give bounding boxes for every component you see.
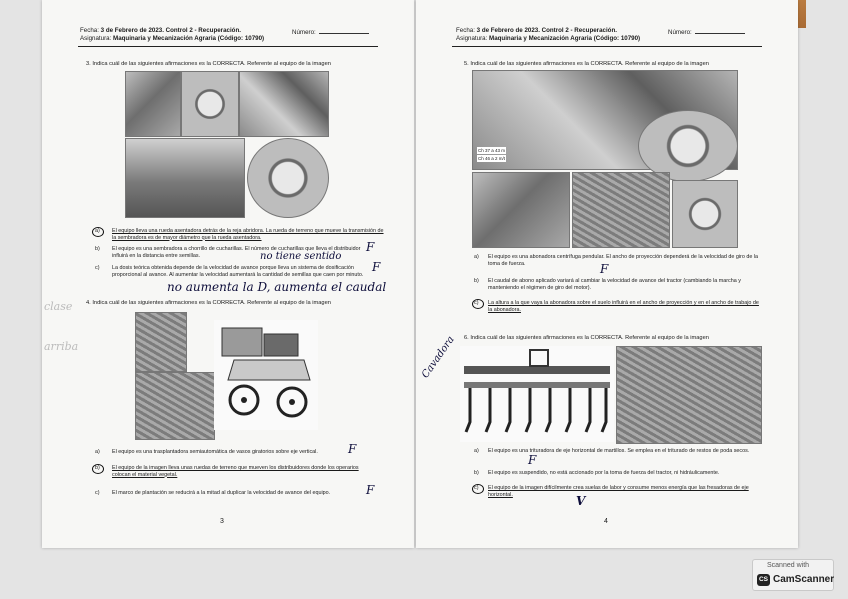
asignatura-value: Maquinaria y Mecanización Agraria (Código: 10790) (113, 35, 265, 43)
spreader-sign-1: Ch 37 a 43 m (478, 148, 506, 153)
fecha-value: 3 de Febrero de 2023. Control 2 - Recuperación. (476, 27, 617, 34)
question-4-title: 4. Indica cuál de las siguientes afirmaciones es la CORRECTA. Referente al equipo de la imagen (86, 300, 331, 306)
handwritten-mark-q3b: F (366, 240, 375, 254)
seeder-photo-3 (239, 71, 329, 137)
handwritten-mark-q5a: F (600, 262, 609, 276)
fecha-label: Fecha: (456, 27, 475, 34)
numero-field: Número: (668, 29, 745, 36)
transplanter-photo-2 (135, 372, 215, 440)
exam-header (80, 27, 264, 43)
distributor-disc-photo (247, 138, 329, 218)
camscanner-logo-icon: CS (757, 574, 770, 586)
cultivator-field-photo (616, 346, 762, 444)
handwritten-mark-q6a: F (528, 453, 537, 467)
q6-option-a: El equipo es una trituradora de eje horizontal de martillos. Se emplea en el triturado de restos de poda secos. (488, 448, 750, 454)
q6-option-b: El equipo es suspendido, no está accionado por la toma de fuerza del tractor, ni hidráulicamente. (488, 470, 720, 476)
exam-header (456, 27, 640, 43)
q3-option-b: El equipo es una sembradora a chorrillo de cucharillas. El número de cucharillas que lleva el distribuidor influirá en la distancia entre semillas. (112, 246, 361, 259)
seeder-detail-photo (125, 138, 245, 218)
spreader-detail-photo-2 (572, 172, 670, 248)
transplanter-photo-1 (135, 312, 187, 372)
page-number: 4 (604, 518, 608, 525)
q5-option-c: La altura a la que vaya la abonadora sobre el suelo influirá en el ancho de proyección y en el ancho de trabajo de la abonadora. (488, 300, 759, 313)
handwritten-mark-q3c: F (372, 260, 381, 274)
handwritten-mark-q4c: F (366, 483, 375, 497)
header-rule (452, 46, 762, 47)
handwritten-mark-q6c: V (576, 494, 586, 508)
q6-option-c: El equipo de la imagen difícilmente crea suelas de labor y consume menos energía que las fresadoras de eje horizontal. (488, 485, 749, 498)
cultivator-drawing (460, 346, 614, 442)
q4-option-b: El equipo de la imagen lleva unas ruedas de terreno que mueven los distribuidores donde los operarios colocan el material vegetal. (112, 465, 359, 478)
question-3-title: 3. Indica cuál de las siguientes afirmaciones es la CORRECTA. Referente al equipo de la imagen (86, 61, 331, 67)
header-rule (78, 46, 378, 47)
spreader-sign-2: Ch 46 a 2 m/t (478, 156, 506, 161)
q3-option-a: El equipo lleva una rueda asentadora detrás de la reja abridora. La rueda de terreno que mueve la transmisión de la sembradora es de mayor diámetro que la rueda asentadora. (112, 228, 384, 241)
camscanner-badge (752, 559, 834, 591)
fecha-label: Fecha: (80, 27, 99, 34)
asignatura-label: Asignatura: (80, 35, 112, 43)
asignatura-value: Maquinaria y Mecanización Agraria (Código: 10790) (489, 35, 641, 43)
seeder-wheel-photo (181, 71, 239, 137)
numero-field: Número: (292, 29, 369, 36)
q3-option-c: La dosis teórica obtenida depende de la velocidad de avance porque lleva un sistema de dosificación proporcional al avance. Al aumentar la velocidad aumentará la cantidad de semillas que caen por minuto. (112, 265, 364, 278)
q4-option-a: El equipo es una trasplantadora semiautomática de vasos giratorios sobre eje vertical. (112, 449, 318, 455)
transplanter-drawing (214, 320, 318, 430)
camscanner-line1: Scanned with (767, 562, 810, 569)
question-5-title: 5. Indica cuál de las siguientes afirmaciones es la CORRECTA. Referente al equipo de la imagen (464, 61, 709, 67)
q4-option-c: El marco de plantación se reducirá a la mitad al duplicar la velocidad de avance del equipo. (112, 490, 331, 496)
exam-page-right: Fecha: 3 de Febrero de 2023. Control 2 - Recuperación. Asignatura: Maquinaria y Mecanización Agraria (Código: 10790) Número: 5. Indica cuál de las siguientes afirmaciones es la CORRECTA. Referente al equipo de la imagen Ch 37 a 43 m Ch 46 a 2 m/t a) El equipo es una abonadora centrífuga pendular. El ancho de proyección dependerá de la velocidad de giro de la toma de fuerza. F b) El caudal de abono aplicado variará al cambiar la velocidad de avance del tractor (cambiando la marcha y manteniendo el régimen de giro del motor). c) La altura a la que vaya la abonadora sobre el suelo influirá en el ancho de proyección y en el ancho de trabajo de la abonadora. 6. Indica cuál de las siguientes afirmaciones es la CORRECTA. Referente al equipo de la imagen Cavadora a) El equipo es una trituradora de eje horizontal de martillos. Se emplea en el triturado de restos de poda secos. F b) El equipo es suspendido, no está accionado por la toma de fuerza del tractor, ni hidráulicamente. c) El equipo de la imagen difícilmente crea suelas de labor y consume menos energía que las fresadoras de eje horizontal. V 4 (416, 0, 798, 548)
question-6-title: 6. Indica cuál de las siguientes afirmaciones es la CORRECTA. Referente al equipo de la imagen (464, 335, 709, 341)
page-number: 3 (220, 518, 224, 525)
camscanner-line2: CamScanner (773, 574, 835, 585)
q5-option-a: El equipo es una abonadora centrífuga pendular. El ancho de proyección dependerá de la velocidad de giro de la toma de fuerza. (488, 254, 759, 267)
handwritten-note-q3b: no tiene sentido (260, 251, 342, 262)
seeder-photo-1 (125, 71, 181, 137)
q5-option-b: El caudal de abono aplicado variará al cambiar la velocidad de avance del tractor (cambiando la marcha y manteniendo el régimen de giro del motor). (488, 278, 741, 291)
spreader-detail-photo-3 (672, 180, 738, 248)
handwritten-mark-q4a: F (348, 442, 357, 456)
handwritten-note-q3c: no aumenta la D, aumenta el caudal (167, 280, 387, 294)
exam-page-left: Fecha: 3 de Febrero de 2023. Control 2 - Recuperación. Asignatura: Maquinaria y Mecanización Agraria (Código: 10790) Número: 3. Indica cuál de las siguientes afirmaciones es la CORRECTA. Referente al equipo de la imagen a) El equipo lleva una rueda asentadora detrás de la reja abridora. La rueda de terreno que mueve la transmisión de la sembradora es de mayor diámetro que la rueda asentadora. b) El equipo es una sembradora a chorrillo de cucharillas. El número de cucharillas que lleva el distribuidor influirá en la distancia entre semillas. no tiene sentido F c) La dosis teórica obtenida depende de la velocidad de avance porque lleva un sistema de dosificación proporcional al avance. Al aumentar la velocidad aumentará la cantidad de semillas que caen por minuto. F no aumenta la D, aumenta el caudal clase arriba 4. Indica cuál de las siguientes afirmaciones es la CORRECTA. Referente al equipo de la imagen a) El equipo es una trasplantadora semiautomática de vasos giratorios sobre eje vertical. F b) El equipo de la imagen lleva unas ruedas de terreno que mueven los distribuidores donde los operarios colocan el material vegetal. c) El marco de plantación se reducirá a la mitad al duplicar la velocidad de avance del equipo. F 3 (42, 0, 414, 548)
handwritten-side-note-q6: Cavadora (420, 334, 457, 381)
asignatura-label: Asignatura: (456, 35, 488, 43)
spreader-detail-photo-1 (472, 172, 570, 248)
fecha-value: 3 de Febrero de 2023. Control 2 - Recuperación. (100, 27, 241, 34)
